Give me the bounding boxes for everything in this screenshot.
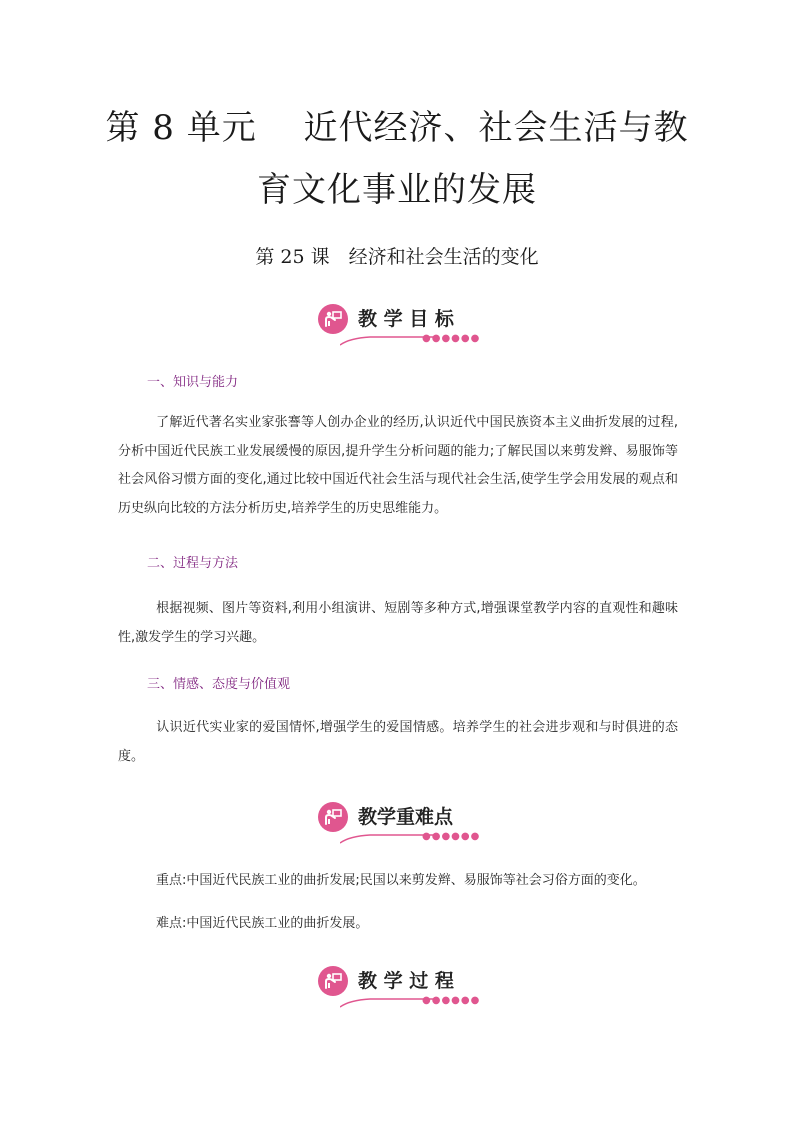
paragraph-knowledge-text: 了解近代著名实业家张謇等人创办企业的经历,认识近代中国民族资本主义曲折发展的过程,分析中国近代民族工业发展缓慢的原因,提升学生分析问题的能力;了解民国以来剪发辫、易服饰等社会风俗习惯方面的变化,通过比较中国近代社会生活与现代社会生活,使学生学会用发展的观点和历史纵向比较的方法分析历史,培养学生的历史思维能力。: [118, 415, 678, 516]
section-label-process: 教 学 过 程: [358, 970, 454, 992]
key-point: 重点:中国近代民族工业的曲折发展;民国以来剪发辫、易服饰等社会习俗方面的变化。: [156, 873, 646, 888]
underline-dots: ●●●●●●: [422, 995, 481, 1006]
section-header-objectives: [318, 304, 481, 348]
unit-title-line-2: 育文化事业的发展: [257, 170, 537, 210]
underline-dots: ●●●●●●: [422, 333, 481, 344]
teacher-icon: [318, 304, 348, 334]
section-header-process: [318, 966, 481, 1010]
section-label-keypoints: 教学重难点: [358, 806, 454, 828]
paragraph-emotion: [118, 714, 678, 771]
teacher-icon: [318, 966, 348, 996]
heading-process: 二、过程与方法: [147, 556, 239, 571]
teacher-icon: [318, 802, 348, 832]
paragraph-knowledge: [118, 409, 678, 523]
underline-dots: ●●●●●●: [422, 831, 481, 842]
section-label-objectives: 教 学 目 标: [358, 308, 454, 330]
lesson-title: 第 25 课 经济和社会生活的变化: [255, 246, 539, 268]
paragraph-process-text: 根据视频、图片等资料,利用小组演讲、短剧等多种方式,增强课堂教学内容的直观性和趣味性,激发学生的学习兴趣。: [118, 601, 678, 645]
difficult-point: 难点:中国近代民族工业的曲折发展。: [156, 916, 369, 931]
section-header-keypoints: [318, 802, 481, 846]
paragraph-emotion-text: 认识近代实业家的爱国情怀,增强学生的爱国情感。培养学生的社会进步观和与时俱进的态度。: [118, 720, 678, 764]
unit-title-line-1: 第 8 单元 近代经济、社会生活与教: [105, 108, 689, 148]
heading-knowledge: 一、知识与能力: [147, 375, 239, 390]
paragraph-process: [118, 595, 678, 652]
heading-emotion: 三、情感、态度与价值观: [147, 677, 291, 692]
